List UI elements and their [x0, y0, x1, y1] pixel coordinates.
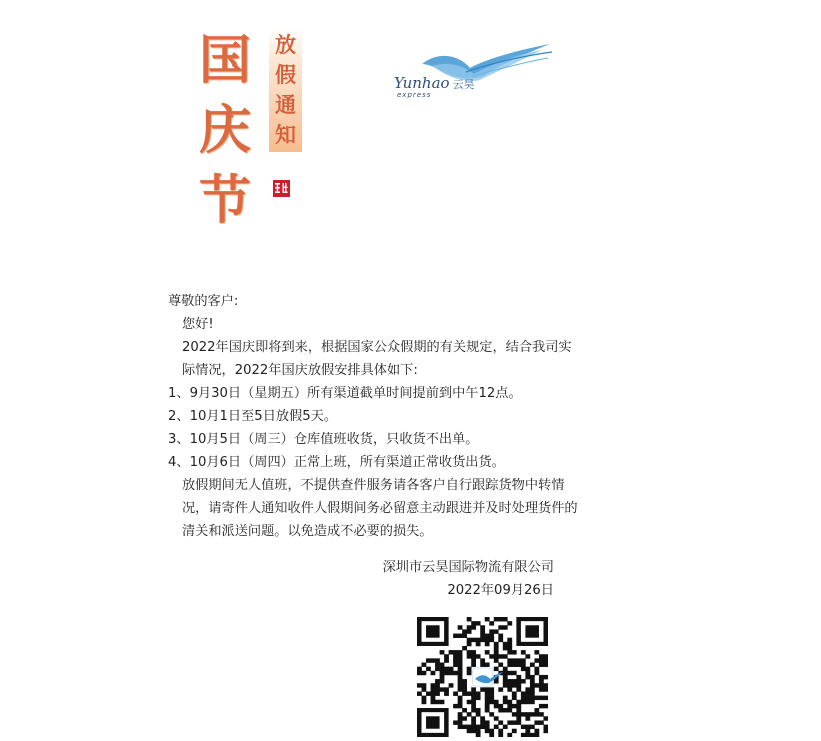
red-seal-icon	[273, 180, 290, 197]
logo-subtext: express	[397, 91, 432, 99]
subtitle-char-tong: 通	[275, 92, 296, 117]
festival-title	[197, 26, 253, 236]
logo-chinese: 云昊	[452, 78, 475, 91]
holiday-notice-subtitle	[269, 28, 302, 152]
subtitle-char-jia: 假	[275, 62, 296, 87]
signature-date: 2022年09月26日	[447, 583, 554, 598]
logo-wordmark	[394, 74, 475, 92]
company-logo	[392, 42, 556, 102]
company-signature: 深圳市云昊国际物流有限公司	[382, 560, 554, 575]
subtitle-char-fang: 放	[275, 32, 296, 57]
qr-code	[417, 617, 548, 737]
title-char-qing: 庆	[198, 100, 251, 161]
subtitle-char-zhi: 知	[275, 122, 296, 147]
schedule-item: 4、10月6日（周四）正常上班，所有渠道正常收货出货。	[168, 455, 505, 470]
title-char-jie: 节	[198, 170, 251, 231]
salutation: 尊敬的客户:	[168, 294, 239, 309]
schedule-item: 2、10月1日至5日放假5天。	[168, 409, 338, 424]
intro-paragraph: 2022年国庆即将到来，根据国家公众假期的有关规定，结合我司实际情况，2022年国庆放假安排具体如下:	[182, 340, 572, 378]
logo-text: Yunhao	[394, 74, 450, 92]
schedule-item: 3、10月5日（周三）仓库值班收货，只收货不出单。	[168, 432, 479, 447]
schedule-item: 1、9月30日（星期五）所有渠道截单时间提前到中午12点。	[168, 386, 522, 401]
closing-paragraph: 放假期间无人值班，不提供查件服务请各客户自行跟踪货物中转情况，请寄件人通知收件人假期间务必留意主动跟进并及时处理货件的清关和派送问题。以免造成不必要的损失。	[182, 478, 578, 539]
title-char-guo: 国	[198, 30, 251, 91]
greeting: 您好!	[182, 317, 214, 332]
notice-body	[168, 290, 580, 543]
